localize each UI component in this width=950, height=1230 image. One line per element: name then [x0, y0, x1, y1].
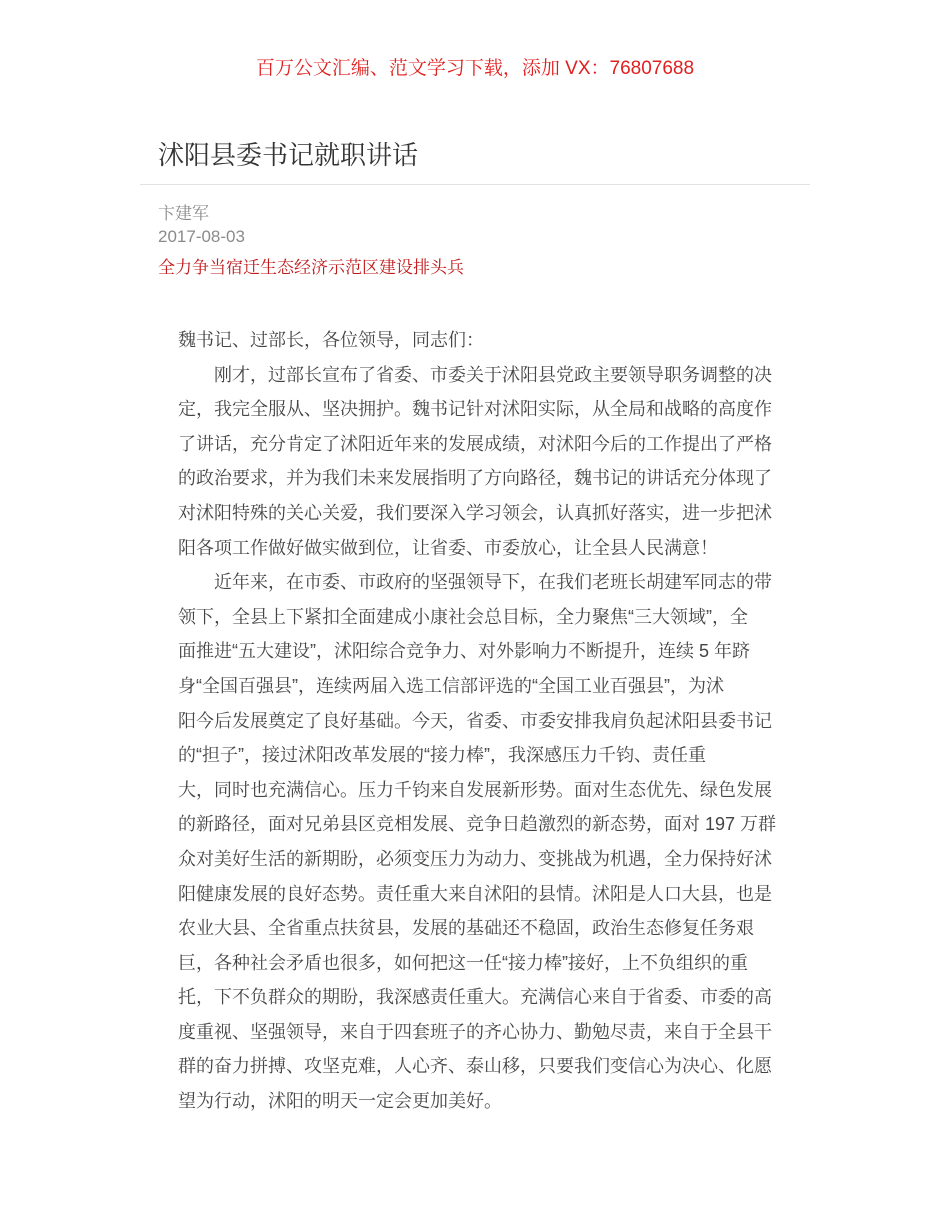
article-body: [178, 323, 778, 1119]
body-text-line: 农业大县、全省重点扶贫县，发展的基础还不稳固，政治生态修复任务艰: [178, 918, 754, 939]
article-subtitle: 全力争当宿迁生态经济示范区建设排头兵: [158, 258, 464, 277]
page-title: 沭阳县委书记就职讲话: [158, 140, 419, 170]
body-text-line: 刚才，过部长宣布了省委、市委关于沭阳县党政主要领导职务调整的决: [178, 364, 772, 385]
body-text-line: 领下，全县上下紧扣全面建成小康社会总目标，全力聚焦“三大领域”，全: [178, 606, 748, 627]
body-text-line: 的新路径，面对兄弟县区竞相发展、竞争日趋激烈的新态势，面对 197 万群: [178, 814, 777, 835]
body-text-line: 望为行动，沭阳的明天一定会更加美好。: [178, 1091, 502, 1112]
body-text-line: 巨，各种社会矛盾也很多，如何把这一任“接力棒”接好，上不负组织的重: [178, 952, 748, 973]
body-text-line: 身“全国百强县”，连续两届入选工信部评选的“全国工业百强县”，为沭: [178, 675, 724, 696]
body-text-line: 的“担子”，接过沭阳改革发展的“接力棒”，我深感压力千钧、责任重: [178, 745, 706, 766]
body-text-line: 阳健康发展的良好态势。责任重大来自沭阳的县情。沭阳是人口大县，也是: [178, 883, 772, 904]
title-divider: [140, 184, 810, 185]
body-text-line: 的政治要求，并为我们未来发展指明了方向路径，魏书记的讲话充分体现了: [178, 468, 772, 489]
body-text-line: 大，同时也充满信心。压力千钧来自发展新形势。面对生态优先、绿色发展: [178, 779, 772, 800]
body-text-line: 面推进“五大建设”，沭阳综合竞争力、对外影响力不断提升，连续 5 年跻: [178, 641, 750, 662]
author: 卞建军: [158, 204, 209, 223]
body-text-line: 了讲话，充分肯定了沭阳近年来的发展成绩，对沭阳今后的工作提出了严格: [178, 433, 772, 454]
body-text-line: 托，下不负群众的期盼，我深感责任重大。充满信心来自于省委、市委的高: [178, 987, 772, 1008]
body-text-line: 对沭阳特殊的关心关爱，我们要深入学习领会，认真抓好落实，进一步把沭: [178, 502, 772, 523]
body-text-line: 魏书记、过部长，各位领导，同志们：: [178, 330, 484, 350]
publish-date: 2017-08-03: [158, 227, 245, 246]
promo-banner: 百万公文汇编、范文学习下载，添加 VX：76807688: [255, 58, 695, 79]
body-text-line: 阳各项工作做好做实做到位，让省委、市委放心，让全县人民满意！: [178, 537, 718, 558]
body-text-line: 度重视、坚强领导，来自于四套班子的齐心协力、勤勉尽责，来自于全县干: [178, 1021, 772, 1042]
body-text-line: 近年来，在市委、市政府的坚强领导下，在我们老班长胡建军同志的带: [178, 572, 772, 593]
body-text-line: 群的奋力拼搏、攻坚克难，人心齐、泰山移，只要我们变信心为决心、化愿: [178, 1056, 772, 1077]
body-text-line: 定，我完全服从、坚决拥护。魏书记针对沭阳实际，从全局和战略的高度作: [178, 399, 772, 420]
body-text-line: 众对美好生活的新期盼，必须变压力为动力、变挑战为机遇，全力保持好沭: [178, 848, 772, 869]
body-text-line: 阳今后发展奠定了良好基础。今天，省委、市委安排我肩负起沭阳县委书记: [178, 710, 772, 731]
